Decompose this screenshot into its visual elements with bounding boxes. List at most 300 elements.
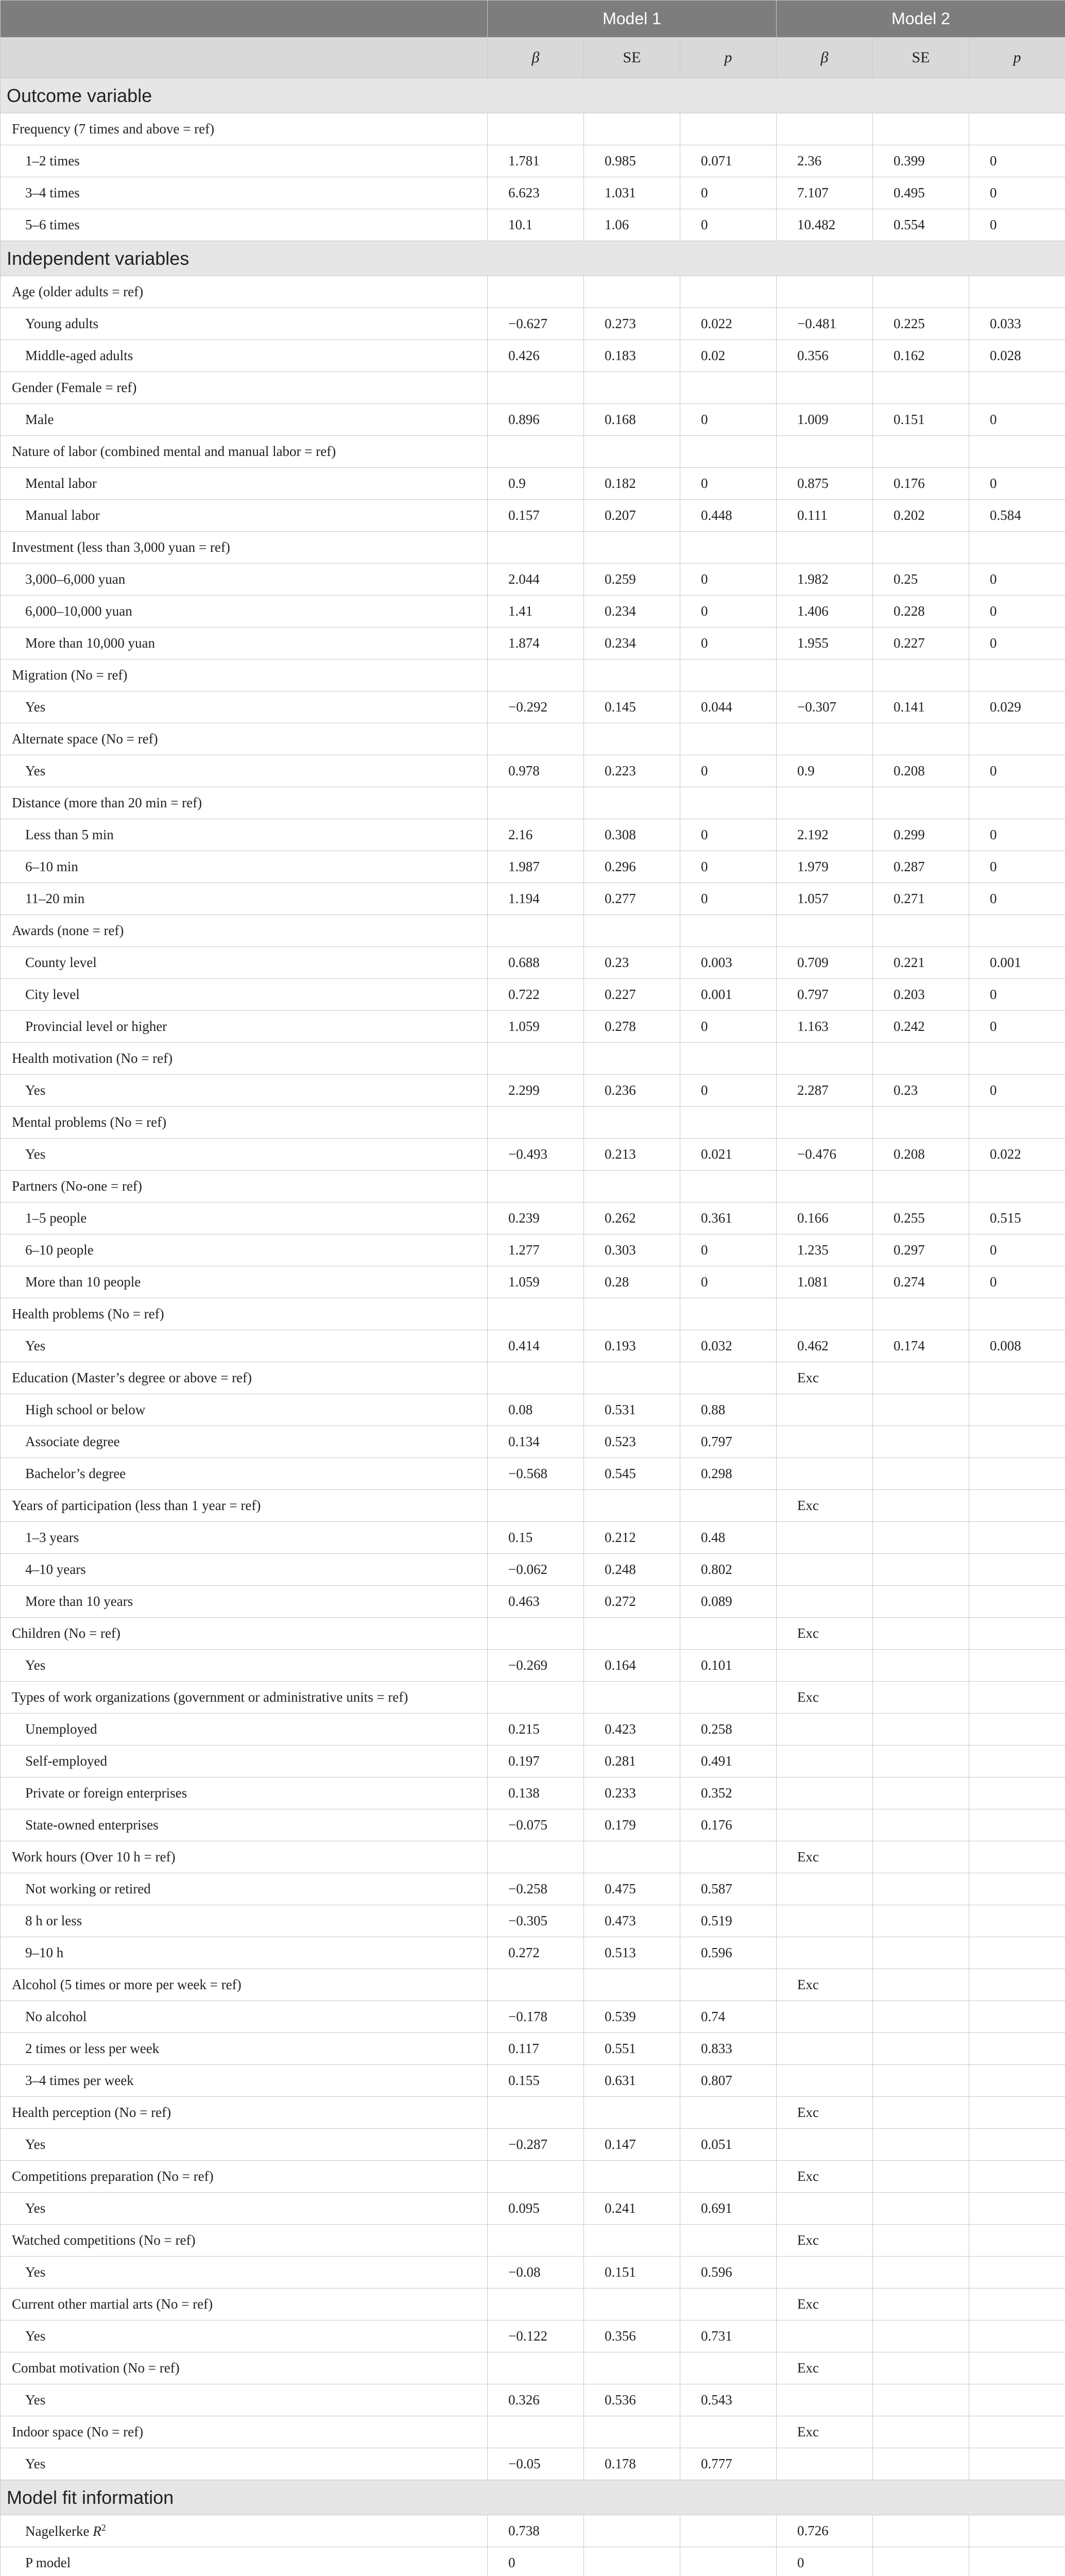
value-cell — [969, 113, 1065, 145]
group-label-row — [1, 2352, 1065, 2384]
value-cell — [777, 1745, 873, 1777]
value-cell — [680, 276, 777, 308]
value-cell — [969, 1873, 1065, 1905]
value-cell — [488, 1682, 584, 1714]
value-cell — [969, 1554, 1065, 1586]
value-cell: 0.248 — [584, 1554, 680, 1586]
group-label-row — [1, 1841, 1065, 1873]
section-title: Independent variables — [1, 241, 1065, 276]
value-cell: 0.515 — [969, 1202, 1065, 1234]
value-cell: −0.122 — [488, 2320, 584, 2352]
value-cell — [680, 2416, 777, 2448]
row-label: High school or below — [1, 1394, 488, 1426]
value-cell — [969, 276, 1065, 308]
table-row — [1, 1394, 1065, 1426]
value-cell — [488, 1969, 584, 2001]
value-cell — [873, 2320, 969, 2352]
value-cell — [777, 2448, 873, 2480]
value-cell — [873, 1937, 969, 1969]
value-cell — [488, 1618, 584, 1650]
value-cell — [969, 1107, 1065, 1139]
value-cell — [873, 2225, 969, 2257]
value-cell — [873, 1969, 969, 2001]
value-cell — [969, 2161, 1065, 2193]
value-cell: 0.722 — [488, 979, 584, 1011]
value-cell: 0.022 — [969, 1139, 1065, 1171]
value-cell — [488, 915, 584, 947]
value-cell: Exc — [777, 1490, 873, 1522]
value-cell: 0.255 — [873, 1202, 969, 1234]
value-cell — [969, 1905, 1065, 1937]
value-cell: 1.009 — [777, 404, 873, 436]
table-row — [1, 1873, 1065, 1905]
value-cell — [969, 1714, 1065, 1745]
value-cell: 0.117 — [488, 2033, 584, 2065]
value-cell — [969, 1682, 1065, 1714]
row-label: Unemployed — [1, 1714, 488, 1745]
value-cell — [584, 276, 680, 308]
row-label: Indoor space (No = ref) — [1, 2416, 488, 2448]
table-body — [1, 78, 1065, 2576]
value-cell: 0 — [969, 177, 1065, 209]
value-cell — [584, 2416, 680, 2448]
value-cell: 0.352 — [680, 1777, 777, 1809]
value-cell — [969, 1650, 1065, 1682]
value-cell: 0.157 — [488, 500, 584, 532]
row-label: Migration (No = ref) — [1, 659, 488, 691]
row-label: 3,000–6,000 yuan — [1, 564, 488, 596]
value-cell: 0.236 — [584, 1075, 680, 1107]
value-cell — [488, 113, 584, 145]
row-label: Health motivation (No = ref) — [1, 1043, 488, 1075]
value-cell: 0 — [680, 209, 777, 241]
value-cell — [969, 2448, 1065, 2480]
row-label: Self-employed — [1, 1745, 488, 1777]
value-cell: 0 — [680, 177, 777, 209]
row-label: Watched competitions (No = ref) — [1, 2225, 488, 2257]
value-cell — [969, 1745, 1065, 1777]
value-cell — [584, 1841, 680, 1873]
value-cell: 0.448 — [680, 500, 777, 532]
value-cell — [873, 372, 969, 404]
group-label-row — [1, 915, 1065, 947]
value-cell: 0.596 — [680, 2257, 777, 2289]
value-cell: 0.111 — [777, 500, 873, 532]
value-cell — [969, 2352, 1065, 2384]
value-cell — [777, 1714, 873, 1745]
value-cell — [873, 1841, 969, 1873]
value-cell — [777, 372, 873, 404]
value-cell — [584, 915, 680, 947]
value-cell: −0.062 — [488, 1554, 584, 1586]
group-label-row — [1, 2416, 1065, 2448]
value-cell: 0 — [680, 1234, 777, 1266]
row-label: Combat motivation (No = ref) — [1, 2352, 488, 2384]
value-cell — [969, 2416, 1065, 2448]
table-row — [1, 947, 1065, 979]
value-cell — [969, 1777, 1065, 1809]
section-row — [1, 2480, 1065, 2515]
value-cell — [488, 1490, 584, 1522]
value-cell: Exc — [777, 2352, 873, 2384]
value-cell — [969, 1969, 1065, 2001]
value-cell — [969, 372, 1065, 404]
value-cell: 1.277 — [488, 1234, 584, 1266]
value-cell — [873, 1490, 969, 1522]
table-row — [1, 500, 1065, 532]
value-cell: 1.057 — [777, 883, 873, 915]
value-cell: 0.001 — [969, 947, 1065, 979]
value-cell: 0.298 — [680, 1458, 777, 1490]
value-cell: −0.178 — [488, 2001, 584, 2033]
value-cell: 0 — [680, 628, 777, 659]
value-cell — [969, 1841, 1065, 1873]
group-label-row — [1, 113, 1065, 145]
value-cell — [969, 2097, 1065, 2129]
group-label-row — [1, 372, 1065, 404]
value-cell: 0.176 — [680, 1809, 777, 1841]
value-cell: 0.797 — [777, 979, 873, 1011]
value-cell: 0.88 — [680, 1394, 777, 1426]
value-cell: 0.536 — [584, 2384, 680, 2416]
value-cell: −0.08 — [488, 2257, 584, 2289]
value-cell: 0.197 — [488, 1745, 584, 1777]
value-cell — [680, 372, 777, 404]
value-cell: 0.985 — [584, 145, 680, 177]
value-cell: 1.081 — [777, 1266, 873, 1298]
group-label-row — [1, 2161, 1065, 2193]
value-cell — [873, 2129, 969, 2161]
row-label: Middle-aged adults — [1, 340, 488, 372]
value-cell: 0.164 — [584, 1650, 680, 1682]
value-cell — [488, 2416, 584, 2448]
table-row — [1, 2384, 1065, 2416]
value-cell — [777, 1394, 873, 1426]
value-cell: 0.272 — [584, 1586, 680, 1618]
value-cell: −0.305 — [488, 1905, 584, 1937]
value-cell: Exc — [777, 2225, 873, 2257]
value-cell — [873, 1905, 969, 1937]
value-cell — [873, 2448, 969, 2480]
value-cell: 0.9 — [777, 755, 873, 787]
row-label: Mental labor — [1, 468, 488, 500]
value-cell: 2.36 — [777, 145, 873, 177]
value-cell — [873, 532, 969, 564]
value-cell — [777, 113, 873, 145]
value-cell — [873, 723, 969, 755]
value-cell: 0.523 — [584, 1426, 680, 1458]
value-cell: 0.001 — [680, 979, 777, 1011]
value-cell — [969, 1618, 1065, 1650]
value-cell — [969, 2225, 1065, 2257]
value-cell: −0.627 — [488, 308, 584, 340]
value-cell — [969, 915, 1065, 947]
value-cell — [969, 2384, 1065, 2416]
value-cell — [777, 1554, 873, 1586]
value-cell — [680, 1841, 777, 1873]
group-label-row — [1, 2289, 1065, 2320]
table-row — [1, 755, 1065, 787]
row-label: 1–2 times — [1, 145, 488, 177]
value-cell: Exc — [777, 1618, 873, 1650]
group-label-row — [1, 1490, 1065, 1522]
value-cell — [873, 1650, 969, 1682]
value-cell — [873, 1362, 969, 1394]
row-label: Alternate space (No = ref) — [1, 723, 488, 755]
value-cell — [873, 2161, 969, 2193]
row-label: County level — [1, 947, 488, 979]
table-row — [1, 2129, 1065, 2161]
value-cell — [777, 2065, 873, 2097]
row-label: Associate degree — [1, 1426, 488, 1458]
value-cell — [680, 1618, 777, 1650]
value-cell — [584, 1171, 680, 1202]
value-cell — [488, 2289, 584, 2320]
row-label: Alcohol (5 times or more per week = ref) — [1, 1969, 488, 2001]
value-cell — [488, 723, 584, 755]
value-cell: 0.141 — [873, 691, 969, 723]
group-label-row — [1, 2097, 1065, 2129]
value-cell: 0.303 — [584, 1234, 680, 1266]
row-label: P model — [1, 2547, 488, 2576]
value-cell — [873, 1809, 969, 1841]
value-cell: 0.071 — [680, 145, 777, 177]
value-cell: 0.08 — [488, 1394, 584, 1426]
row-label: 1–3 years — [1, 1522, 488, 1554]
value-cell: 0 — [969, 1075, 1065, 1107]
value-cell: −0.568 — [488, 1458, 584, 1490]
value-cell — [873, 1426, 969, 1458]
value-cell — [584, 1969, 680, 2001]
row-label: Yes — [1, 2129, 488, 2161]
value-cell: 0.462 — [777, 1330, 873, 1362]
value-cell — [777, 1107, 873, 1139]
value-cell — [873, 1873, 969, 1905]
value-cell: 1.781 — [488, 145, 584, 177]
value-cell: 0.272 — [488, 1937, 584, 1969]
value-cell — [584, 2515, 680, 2547]
row-label: Years of participation (less than 1 year = ref) — [1, 1490, 488, 1522]
value-cell — [777, 1458, 873, 1490]
table-row — [1, 1426, 1065, 1458]
value-cell: 0 — [680, 819, 777, 851]
value-cell — [969, 1426, 1065, 1458]
value-cell — [680, 436, 777, 468]
value-cell — [969, 2193, 1065, 2225]
value-cell — [584, 2352, 680, 2384]
value-cell: 0.423 — [584, 1714, 680, 1745]
value-cell — [680, 787, 777, 819]
table-row — [1, 851, 1065, 883]
value-cell — [873, 1394, 969, 1426]
value-cell — [873, 2001, 969, 2033]
value-cell — [873, 787, 969, 819]
value-cell: 0.151 — [873, 404, 969, 436]
value-cell: 0.491 — [680, 1745, 777, 1777]
section-title: Model fit information — [1, 2480, 1065, 2515]
value-cell — [969, 1171, 1065, 1202]
value-cell — [873, 1107, 969, 1139]
value-cell — [680, 1969, 777, 2001]
value-cell — [680, 2225, 777, 2257]
value-cell — [777, 2129, 873, 2161]
value-cell: 0.051 — [680, 2129, 777, 2161]
value-cell: 0.9 — [488, 468, 584, 500]
value-cell: Exc — [777, 2289, 873, 2320]
value-cell — [584, 2161, 680, 2193]
value-cell — [969, 2065, 1065, 2097]
row-label: Nagelkerke $R^2$ — [1, 2515, 488, 2547]
value-cell: −0.269 — [488, 1650, 584, 1682]
value-cell: 0.213 — [584, 1139, 680, 1171]
value-cell — [873, 1171, 969, 1202]
value-cell — [488, 276, 584, 308]
value-cell: 0.021 — [680, 1139, 777, 1171]
value-cell: 0.356 — [777, 340, 873, 372]
value-cell — [584, 532, 680, 564]
group-label-row — [1, 1969, 1065, 2001]
value-cell: 0.241 — [584, 2193, 680, 2225]
row-label: Yes — [1, 1075, 488, 1107]
value-cell — [969, 723, 1065, 755]
row-label: Young adults — [1, 308, 488, 340]
value-cell — [680, 2161, 777, 2193]
value-cell: 1.874 — [488, 628, 584, 659]
value-cell — [969, 2001, 1065, 2033]
value-cell — [488, 2097, 584, 2129]
group-label-row — [1, 1618, 1065, 1650]
table-header — [1, 1, 1065, 78]
table-row — [1, 1234, 1065, 1266]
value-cell: Exc — [777, 2097, 873, 2129]
value-cell: 0.296 — [584, 851, 680, 883]
value-cell: 0.25 — [873, 564, 969, 596]
value-cell — [969, 1586, 1065, 1618]
value-cell: 1.163 — [777, 1011, 873, 1043]
table-row — [1, 1937, 1065, 1969]
table-row — [1, 819, 1065, 851]
value-cell — [873, 2193, 969, 2225]
value-cell: 1.982 — [777, 564, 873, 596]
row-label: Investment (less than 3,000 yuan = ref) — [1, 532, 488, 564]
value-cell: 0.044 — [680, 691, 777, 723]
value-cell: 0.168 — [584, 404, 680, 436]
row-label: Current other martial arts (No = ref) — [1, 2289, 488, 2320]
value-cell: 0 — [969, 979, 1065, 1011]
value-cell — [680, 915, 777, 947]
value-cell — [873, 1682, 969, 1714]
value-cell: 0 — [680, 1266, 777, 1298]
value-cell — [584, 1362, 680, 1394]
row-label: Yes — [1, 2193, 488, 2225]
value-cell: 0 — [680, 596, 777, 628]
value-cell: 0.587 — [680, 1873, 777, 1905]
value-cell — [873, 1777, 969, 1809]
value-cell: 0.202 — [873, 500, 969, 532]
value-cell: 10.482 — [777, 209, 873, 241]
value-cell: 0.234 — [584, 628, 680, 659]
value-cell — [969, 2289, 1065, 2320]
value-cell — [488, 1043, 584, 1075]
value-cell: 0 — [969, 596, 1065, 628]
group-label-row — [1, 1362, 1065, 1394]
value-cell — [680, 1362, 777, 1394]
table-row — [1, 1011, 1065, 1043]
value-cell — [488, 532, 584, 564]
row-label: Yes — [1, 1330, 488, 1362]
value-cell: 0.134 — [488, 1426, 584, 1458]
value-cell: −0.05 — [488, 2448, 584, 2480]
value-cell: 0 — [680, 851, 777, 883]
row-label: Types of work organizations (government or administrative units = ref) — [1, 1682, 488, 1714]
value-cell: 0.258 — [680, 1714, 777, 1745]
value-cell: 0.688 — [488, 947, 584, 979]
value-cell: 0.551 — [584, 2033, 680, 2065]
value-cell: 0 — [680, 1075, 777, 1107]
row-label: Competitions preparation (No = ref) — [1, 2161, 488, 2193]
value-cell — [873, 2547, 969, 2576]
table-row — [1, 404, 1065, 436]
value-cell: 0.233 — [584, 1777, 680, 1809]
row-label: Partners (No-one = ref) — [1, 1171, 488, 1202]
value-cell: 0.162 — [873, 340, 969, 372]
row-label: 5–6 times — [1, 209, 488, 241]
value-cell: 0.513 — [584, 1937, 680, 1969]
value-cell: 0.738 — [488, 2515, 584, 2547]
value-cell: 1.194 — [488, 883, 584, 915]
row-label: More than 10 people — [1, 1266, 488, 1298]
value-cell: 0.896 — [488, 404, 584, 436]
table-row — [1, 2448, 1065, 2480]
row-label: 8 h or less — [1, 1905, 488, 1937]
row-label: Private or foreign enterprises — [1, 1777, 488, 1809]
value-cell: 0.228 — [873, 596, 969, 628]
value-cell: 0.297 — [873, 1234, 969, 1266]
value-cell — [488, 2352, 584, 2384]
table-row — [1, 628, 1065, 659]
value-cell: 0.691 — [680, 2193, 777, 2225]
value-cell — [777, 1298, 873, 1330]
value-cell: 0.777 — [680, 2448, 777, 2480]
value-cell — [969, 1522, 1065, 1554]
value-cell: 0.287 — [873, 851, 969, 883]
value-cell: 0 — [969, 209, 1065, 241]
value-cell: 0.145 — [584, 691, 680, 723]
value-cell: 0 — [969, 755, 1065, 787]
row-label: Health problems (No = ref) — [1, 1298, 488, 1330]
value-cell — [873, 1745, 969, 1777]
value-cell: 2.287 — [777, 1075, 873, 1107]
group-label-row — [1, 723, 1065, 755]
value-cell — [488, 1362, 584, 1394]
table-row — [1, 691, 1065, 723]
value-cell — [969, 1937, 1065, 1969]
value-cell: 0 — [680, 404, 777, 436]
table-row — [1, 979, 1065, 1011]
row-label: Work hours (Over 10 h = ref) — [1, 1841, 488, 1873]
value-cell: 0.731 — [680, 2320, 777, 2352]
value-cell: 0.475 — [584, 1873, 680, 1905]
value-cell: 0.545 — [584, 1458, 680, 1490]
group-label-row — [1, 1298, 1065, 1330]
value-cell: 0.022 — [680, 308, 777, 340]
group-label-row — [1, 1682, 1065, 1714]
value-cell: 0.414 — [488, 1330, 584, 1362]
row-label: 9–10 h — [1, 1937, 488, 1969]
value-cell — [680, 659, 777, 691]
row-label: 1–5 people — [1, 1202, 488, 1234]
value-cell — [777, 1586, 873, 1618]
